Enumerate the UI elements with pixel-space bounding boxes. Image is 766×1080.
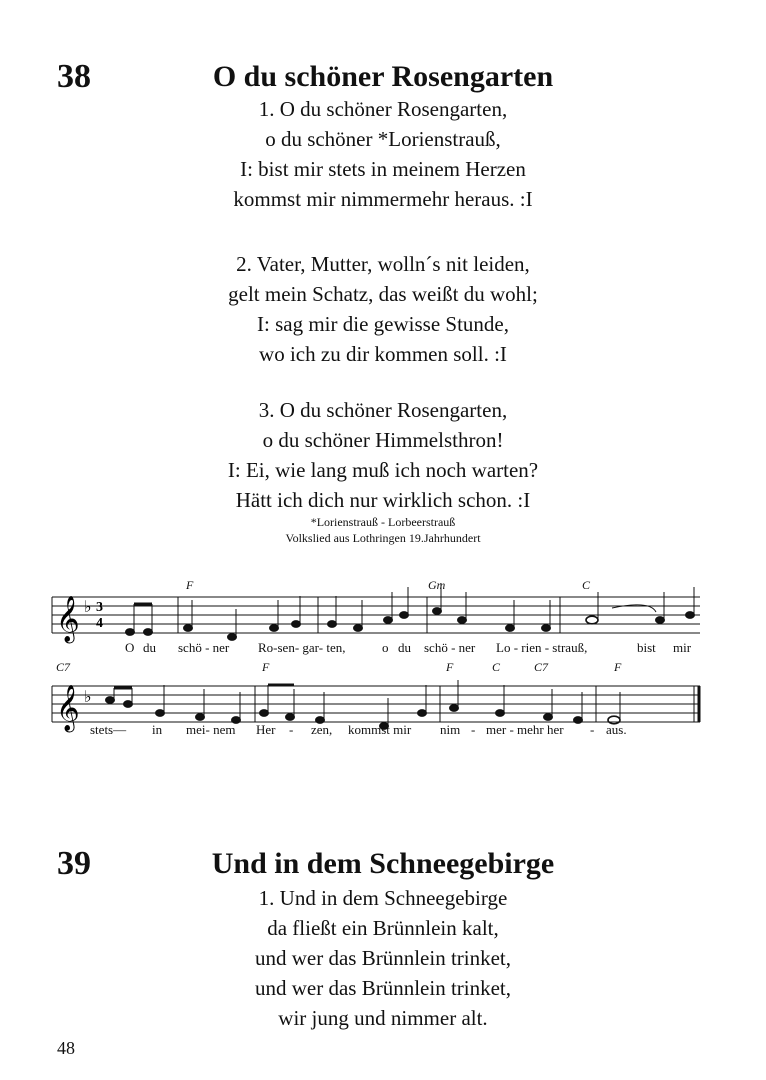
verse-line: Hätt ich dich nur wirklich schon. :I: [235, 488, 531, 512]
verse-line: und wer das Brünnlein trinket,: [254, 976, 512, 1000]
lyric-syllable: mei- nem: [186, 722, 236, 737]
lyric-syllable: -: [471, 722, 476, 737]
verse-line: 1. O du schöner Rosengarten,: [258, 97, 508, 121]
chord-symbol: F: [186, 578, 194, 592]
chord-symbol: C: [582, 578, 591, 592]
chord-symbol: C7: [56, 660, 71, 674]
staff-1-notes: [126, 583, 695, 640]
lyric-syllable: du: [143, 640, 156, 655]
verse-line: wo ich zu dir kommen soll. :I: [259, 342, 507, 366]
lyric-syllable: Lo - rien - strauß,: [496, 640, 588, 655]
staff-2-lines: [52, 686, 700, 722]
chord-symbol: F: [262, 660, 270, 674]
verse-line: 3. O du schöner Rosengarten,: [258, 398, 508, 422]
lyric-syllable: schö - ner: [424, 640, 476, 655]
verse-line: 1. Und in dem Schneegebirge: [258, 886, 508, 910]
verse-line: gelt mein Schatz, das weißt du wohl;: [228, 282, 538, 306]
chord-symbol: C: [492, 660, 501, 674]
treble-clef-icon: 𝄞: [56, 596, 80, 642]
footnote: *Lorienstrauß - Lorbeerstrauß: [310, 515, 456, 529]
lyric-syllable: du: [398, 640, 411, 655]
lyric-syllable: mir: [673, 640, 692, 655]
lyric-syllable: O: [125, 640, 135, 655]
lyric-syllable: Ro-sen- gar- ten,: [258, 640, 346, 655]
song-source: Volkslied aus Lothringen 19.Jahrhundert: [285, 531, 481, 545]
treble-clef-icon: 𝄞: [56, 685, 80, 731]
verse-line: I: bist mir stets in meinem Herzen: [240, 157, 526, 181]
verse-line: o du schöner Himmelsthron!: [262, 428, 504, 452]
chord-symbol: F: [614, 660, 622, 674]
verse-line: da fließt ein Brünnlein kalt,: [267, 916, 499, 940]
song-number: 39: [57, 845, 91, 882]
flat-icon: ♭: [84, 687, 92, 706]
lyric-syllable: Her: [256, 722, 276, 737]
verse-line: und wer das Brünnlein trinket,: [254, 946, 512, 970]
lyric-syllable: schö - ner: [178, 640, 230, 655]
staff-1-lines: [52, 597, 700, 633]
song-title: O du schöner Rosengarten: [212, 60, 554, 93]
chord-symbol: F: [446, 660, 454, 674]
lyric-syllable: aus.: [606, 722, 627, 737]
lyric-syllable: stets—: [90, 722, 127, 737]
lyric-syllable: zen,: [311, 722, 333, 737]
verse-line: I: Ei, wie lang muß ich noch warten?: [227, 458, 539, 482]
page-number: 48: [57, 1038, 75, 1058]
chord-symbol: Gm: [428, 578, 446, 592]
lyric-syllable: -: [590, 722, 595, 737]
song-number: 38: [57, 58, 91, 95]
verse-line: 2. Vater, Mutter, wolln´s nit leiden,: [236, 252, 530, 276]
chord-symbol: C7: [534, 660, 549, 674]
lyric-syllable: in: [152, 722, 163, 737]
lyric-syllable: nim: [440, 722, 461, 737]
flat-icon: ♭: [84, 597, 92, 616]
song-title: Und in dem Schneegebirge: [211, 847, 555, 880]
lyric-syllable: kommst mir: [348, 722, 412, 737]
lyric-syllable: o: [382, 640, 389, 655]
time-signature-top: 3: [96, 600, 103, 615]
lyric-syllable: bist: [637, 640, 656, 655]
verse-1: [150, 883, 616, 1033]
verse-line: wir jung und nimmer alt.: [278, 1006, 488, 1030]
lyric-syllable: -: [289, 722, 294, 737]
verse-line: kommst mir nimmermehr heraus. :I: [233, 187, 533, 211]
time-signature-bottom: 4: [96, 616, 103, 631]
verse-line: I: sag mir die gewisse Stunde,: [257, 312, 509, 336]
lyric-syllable: mer - mehr her: [486, 722, 564, 737]
verse-line: o du schöner *Lorienstrauß,: [265, 127, 501, 151]
